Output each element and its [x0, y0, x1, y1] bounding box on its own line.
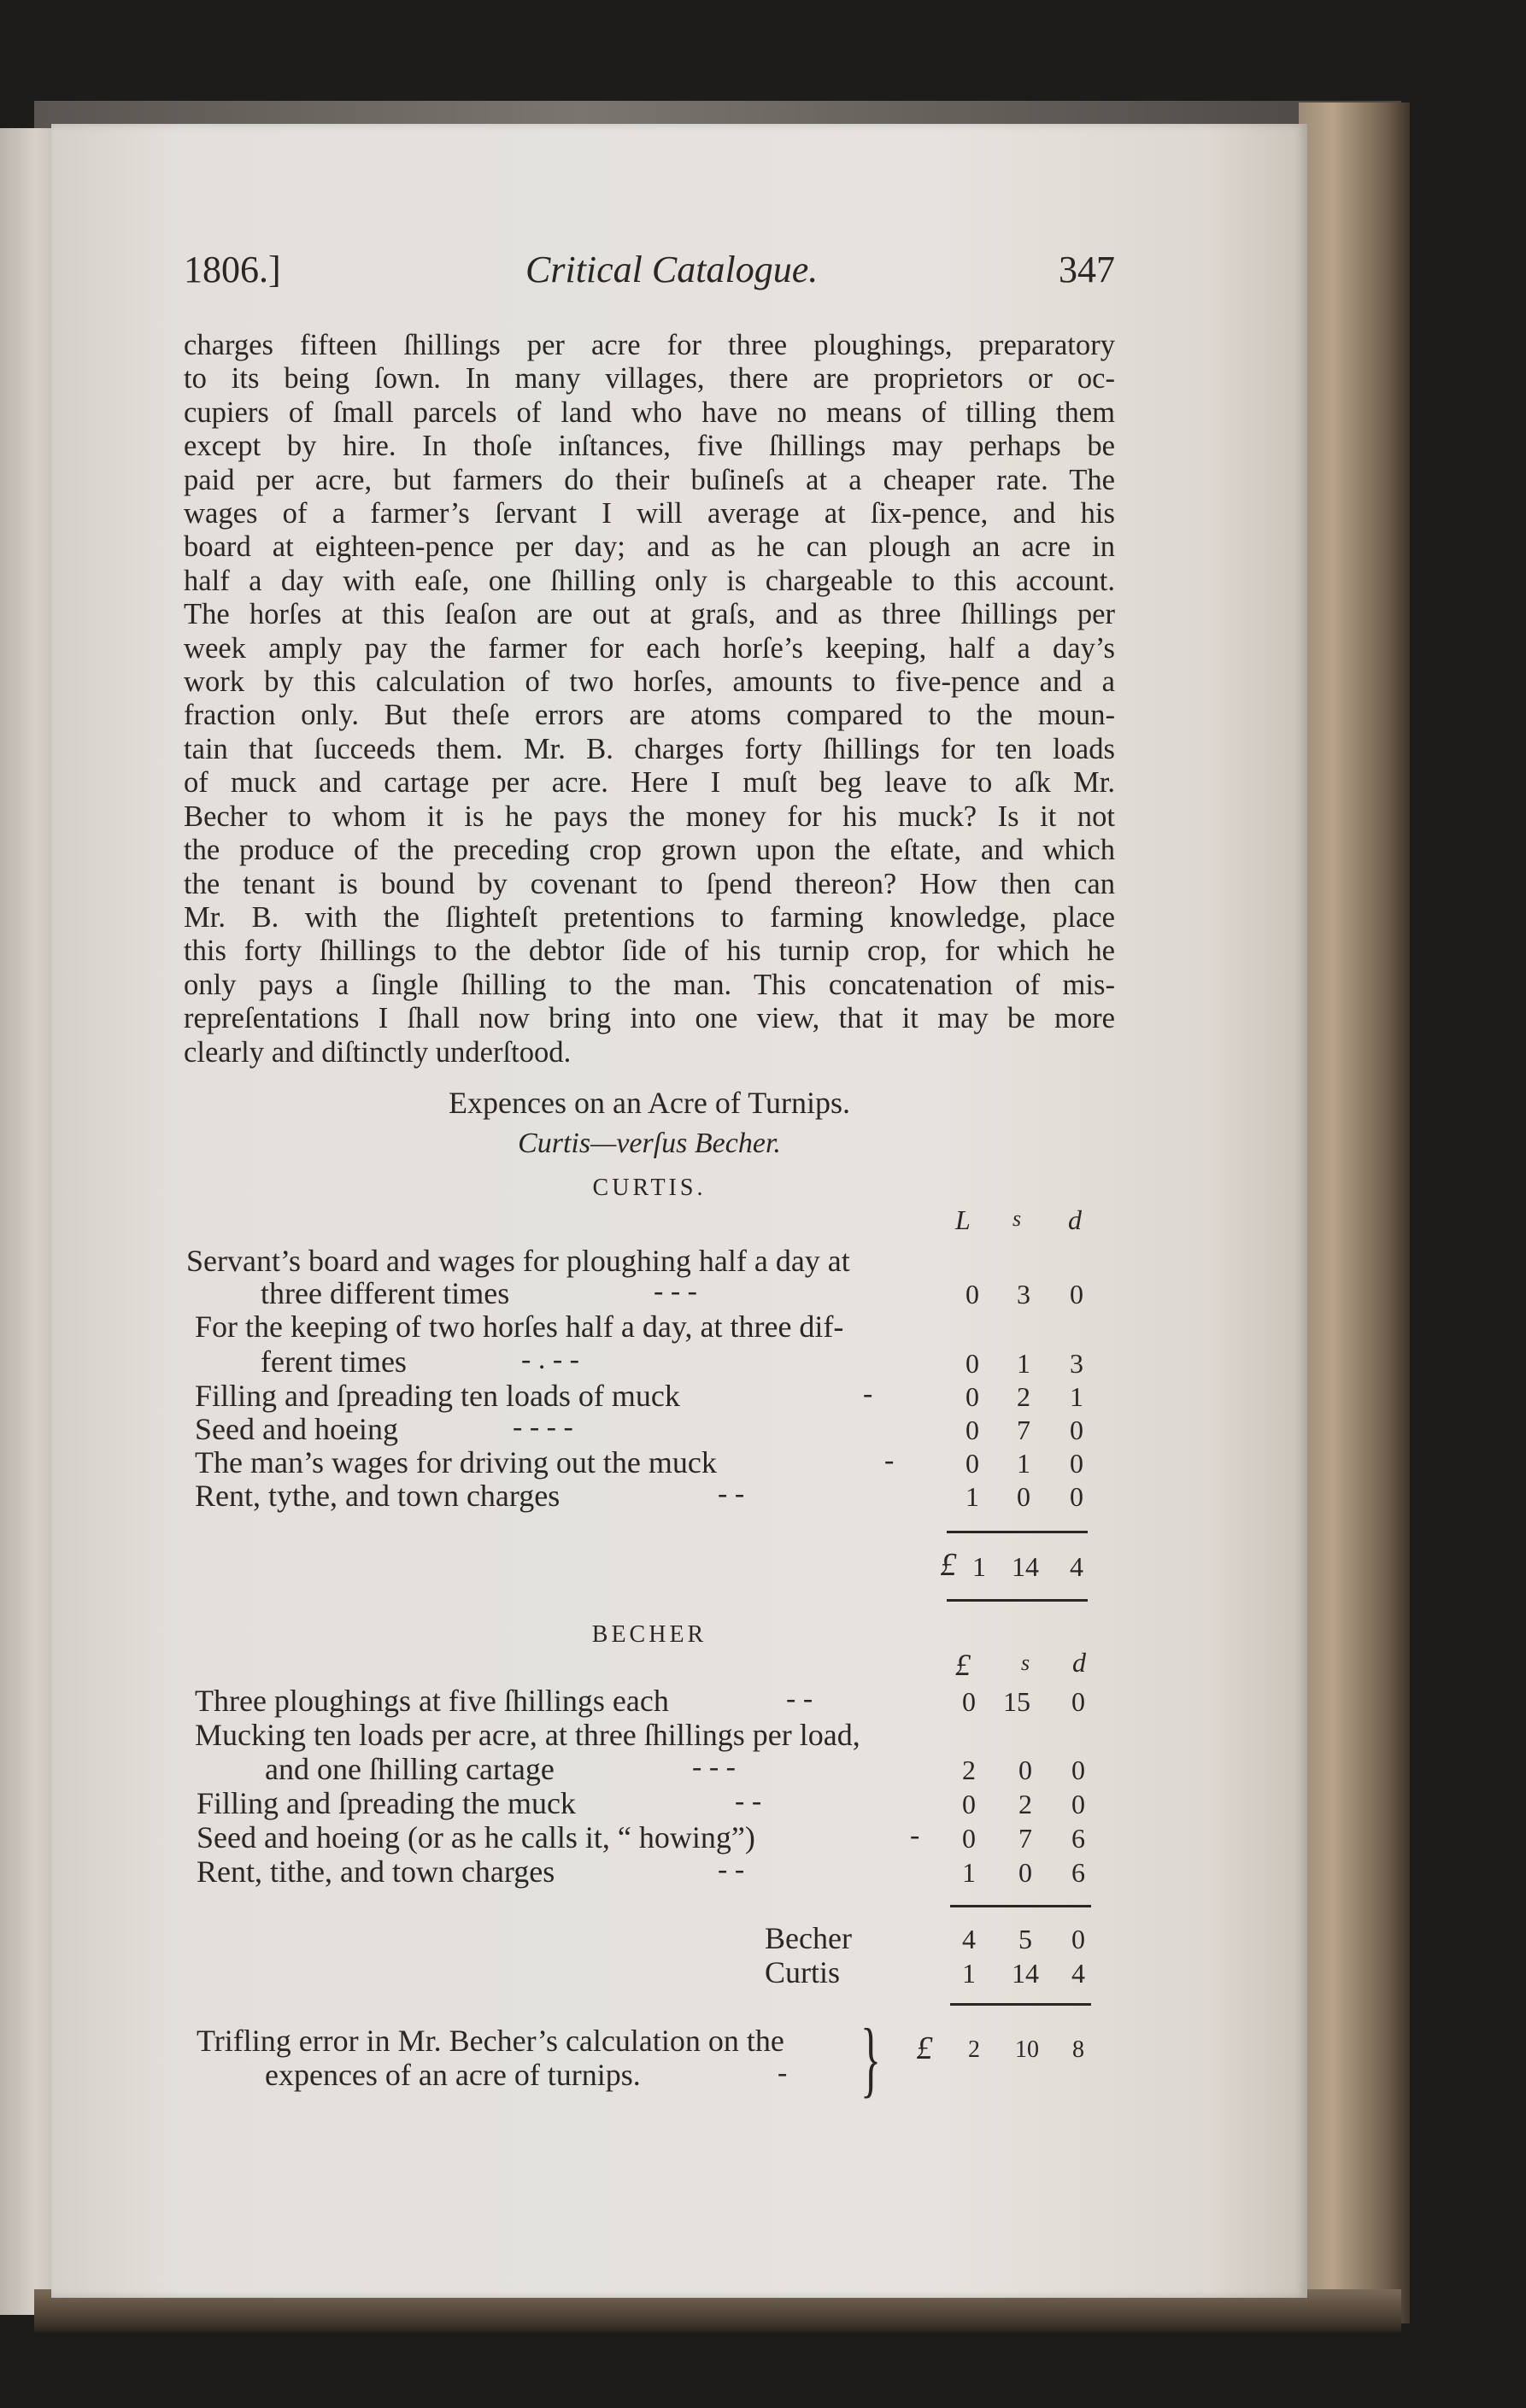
- total-pounds: 1: [972, 1551, 986, 1582]
- text-line: the produce of the preceding crop grown upon the eſtate, and which: [184, 834, 1115, 867]
- text-line: The horſes at this ſeaſon are out at graſs, and as three ſhillings per: [184, 598, 1115, 631]
- amount-pence: 6: [1071, 1857, 1085, 1888]
- col-head-shillings: s: [1021, 1650, 1030, 1675]
- amount-pounds: 1: [965, 1481, 979, 1512]
- summary-label-becher: Becher: [765, 1921, 852, 1955]
- running-header: [184, 248, 1115, 299]
- text-line: half a day with eaſe, one ſhilling only is chargeable to this account.: [184, 564, 1115, 597]
- curtis-row-label: Seed and hoeing: [195, 1412, 398, 1446]
- leader-dashes: - -: [735, 1785, 762, 1817]
- becher-heading: BECHER: [591, 1621, 707, 1648]
- text-line: clearly and diſtinctly underſtood.: [184, 1035, 572, 1069]
- curtis-row-label: three different times: [261, 1276, 510, 1310]
- amount-pence: 0: [1071, 1924, 1085, 1954]
- text-line: Mr. B. with the ſlighteſt pretentions to farming knowledge, place: [184, 900, 1115, 934]
- text-line: board at eighteen-pence per day; and as he can plough an acre in: [184, 530, 1115, 564]
- amount-pounds: 1: [962, 1857, 976, 1888]
- amount-shillings: 14: [1012, 1958, 1039, 1989]
- text-line: to its being ſown. In many villages, there are proprietors or oc-: [184, 362, 1115, 395]
- amount-shillings: 3: [1017, 1279, 1030, 1309]
- body-paragraph: [184, 329, 1115, 1069]
- col-head-pence: d: [1072, 1647, 1086, 1678]
- col-head-pence: d: [1068, 1204, 1082, 1235]
- curtis-row-label: Filling and ſpreading ten loads of muck: [195, 1379, 680, 1413]
- error-pounds: 2: [968, 2036, 980, 2063]
- amount-pence: 0: [1071, 1789, 1085, 1819]
- text-line: repreſentations I ſhall now bring into one view, that it may be more: [184, 1002, 1115, 1035]
- text-line: cupiers of ſmall parcels of land who have no means of tilling them: [184, 395, 1115, 429]
- amount-pounds: 0: [962, 1686, 976, 1717]
- leader-dashes: - - -: [692, 1751, 736, 1783]
- amount-shillings: 0: [1018, 1755, 1032, 1785]
- total-shillings: 14: [1012, 1551, 1039, 1582]
- text-line: week amply pay the farmer for each horſe’s keeping, half a day’s: [184, 631, 1115, 665]
- leader-dashes: - -: [718, 1854, 745, 1885]
- curtis-row-label: Servant’s board and wages for ploughing half a day at: [186, 1244, 850, 1278]
- text-line: only pays a ſingle ſhilling to the man. This concatenation of mis-: [184, 968, 1115, 1001]
- amount-shillings: 1: [1017, 1348, 1030, 1379]
- text-line: this forty ſhillings to the debtor ſide of his turnip crop, for which he: [184, 934, 1115, 968]
- sum-rule: [950, 1905, 1091, 1907]
- amount-pounds: 4: [962, 1924, 976, 1954]
- amount-pence: 0: [1070, 1279, 1083, 1309]
- summary-label-curtis: Curtis: [765, 1955, 841, 1989]
- amount-pence: 0: [1071, 1755, 1085, 1785]
- text-line: charges fifteen ſhillings per acre for three ploughings, preparatory: [184, 329, 1115, 361]
- leader-dashes: -: [863, 1378, 873, 1409]
- text-line: paid per acre, but farmers do their buſineſs at a cheaper rate. The: [184, 463, 1115, 496]
- curtis-row-label: For the keeping of two horſes half a day, at three dif-: [195, 1309, 844, 1344]
- becher-row-label: Seed and hoeing (or as he calls it, “ howing”): [197, 1820, 755, 1854]
- amount-shillings: 7: [1017, 1415, 1030, 1445]
- amount-pence: 1: [1070, 1381, 1083, 1412]
- amount-pounds: 1: [962, 1958, 976, 1989]
- error-pound-sign: £: [916, 2030, 933, 2066]
- header-year: 1806.]: [184, 249, 281, 290]
- curtis-row-label: The man’s wages for driving out the muck: [195, 1445, 717, 1479]
- leader-dashes: -: [910, 1819, 920, 1851]
- leader-dashes: -: [778, 2057, 788, 2089]
- curtis-row-label: Rent, tythe, and town charges: [195, 1479, 561, 1513]
- total-pound-sign: £: [940, 1547, 957, 1583]
- table-main-heading: Expences on an Acre of Turnips.: [449, 1086, 850, 1120]
- becher-row-label: Three ploughings at five ſhillings each: [195, 1684, 669, 1718]
- sum-rule: [947, 1531, 1088, 1533]
- curtis-heading: CURTIS.: [592, 1175, 707, 1201]
- amount-pence: 0: [1071, 1686, 1085, 1717]
- amount-pence: 0: [1070, 1481, 1083, 1512]
- amount-shillings: 1: [1017, 1448, 1030, 1479]
- header-title: Critical Catalogue.: [525, 249, 819, 290]
- error-note-line: expences of an acre of turnips.: [265, 2058, 641, 2092]
- col-head-pounds: L: [955, 1204, 971, 1235]
- table-sub-heading: Curtis—verſus Becher.: [518, 1128, 781, 1159]
- error-shillings: 10: [1015, 2036, 1039, 2063]
- amount-pounds: 0: [962, 1823, 976, 1854]
- total-pence: 4: [1070, 1551, 1083, 1582]
- amount-pounds: 0: [965, 1448, 979, 1479]
- amount-pence: 0: [1070, 1448, 1083, 1479]
- amount-shillings: 7: [1018, 1823, 1032, 1854]
- amount-pounds: 0: [962, 1789, 976, 1819]
- amount-pence: 4: [1071, 1958, 1085, 1989]
- amount-pounds: 0: [965, 1381, 979, 1412]
- amount-shillings: 2: [1018, 1789, 1032, 1819]
- total-rule: [947, 1599, 1088, 1602]
- amount-pence: 6: [1071, 1823, 1085, 1854]
- amount-pounds: 0: [965, 1279, 979, 1309]
- amount-pounds: 2: [962, 1755, 976, 1785]
- leader-dashes: - . - -: [521, 1344, 579, 1375]
- text-line: of muck and cartage per acre. Here I muſt beg leave to aſk Mr.: [184, 766, 1115, 800]
- becher-row-label: Filling and ſpreading the muck: [197, 1786, 576, 1820]
- difference-rule: [950, 2003, 1091, 2006]
- leader-dashes: - - -: [654, 1275, 697, 1307]
- text-line: the tenant is bound by covenant to ſpend thereon? How then can: [184, 867, 1115, 900]
- curtis-row-label: ferent times: [261, 1345, 407, 1379]
- leader-dashes: - -: [786, 1683, 813, 1714]
- amount-shillings: 0: [1017, 1481, 1030, 1512]
- amount-pence: 0: [1070, 1415, 1083, 1445]
- leader-dashes: -: [884, 1444, 895, 1476]
- amount-pounds: 0: [965, 1415, 979, 1445]
- amount-shillings: 2: [1017, 1381, 1030, 1412]
- becher-row-label: Rent, tithe, and town charges: [197, 1854, 555, 1889]
- error-note-line: Trifling error in Mr. Becher’s calculation on the: [197, 2024, 784, 2058]
- leader-dashes: - - - -: [513, 1411, 573, 1443]
- text-line: wages of a farmer’s ſervant I will average at ſix-pence, and his: [184, 497, 1115, 530]
- amount-pounds: 0: [965, 1348, 979, 1379]
- becher-row-label: Mucking ten loads per acre, at three ſhillings per load,: [195, 1718, 860, 1752]
- amount-shillings: 15: [1003, 1686, 1030, 1717]
- becher-row-label: and one ſhilling cartage: [265, 1752, 555, 1786]
- amount-pence: 3: [1070, 1348, 1083, 1379]
- col-head-shillings: s: [1012, 1206, 1022, 1231]
- amount-shillings: 0: [1018, 1857, 1032, 1888]
- book-right-edge: [1299, 103, 1410, 2323]
- text-line: work by this calculation of two horſes, amounts to five-pence and a: [184, 665, 1115, 699]
- text-line: fraction only. But theſe errors are atoms compared to the moun-: [184, 699, 1115, 732]
- text-line: except by hire. In thoſe inſtances, five ſhillings may perhaps be: [184, 430, 1115, 463]
- text-line: Becher to whom it is he pays the money for his muck? Is it not: [184, 800, 1115, 833]
- text-line: tain that ſucceeds them. Mr. B. charges forty ſhillings for ten loads: [184, 732, 1115, 765]
- col-head-pounds: £: [955, 1648, 971, 1682]
- leader-dashes: - -: [718, 1478, 745, 1509]
- error-pence: 8: [1072, 2036, 1084, 2063]
- right-brace: }: [860, 2011, 881, 2106]
- amount-shillings: 5: [1018, 1924, 1032, 1954]
- page-number: 347: [1059, 249, 1115, 290]
